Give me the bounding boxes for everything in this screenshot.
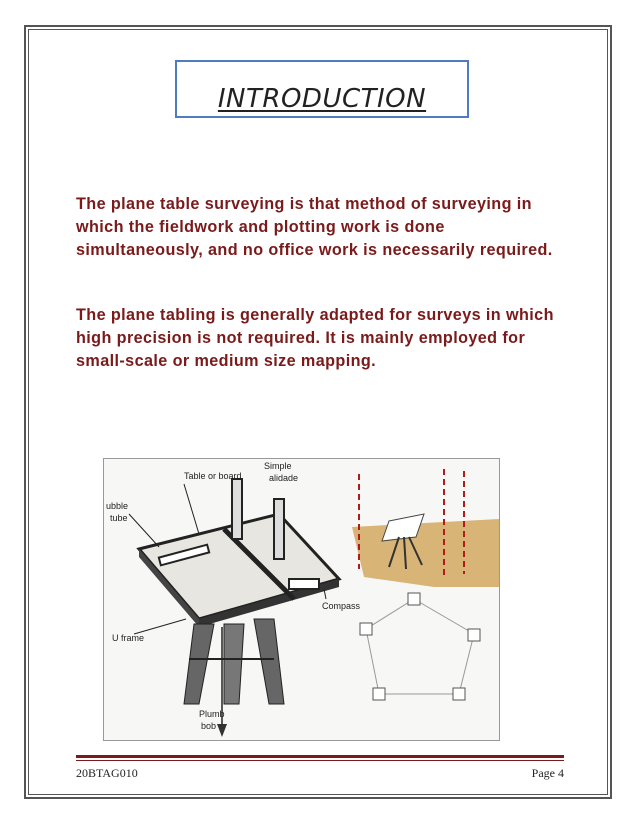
label-tube: tube: [110, 513, 128, 523]
footer-page-number: Page 4: [531, 766, 564, 780]
label-table-or-board: Table or board: [184, 471, 242, 481]
heading-box: [175, 60, 469, 118]
field-setup-drawing: [352, 469, 499, 700]
plane-table-illustration: [104, 459, 500, 741]
plane-table-figure: [103, 458, 500, 741]
label-bubble: ubble: [106, 501, 129, 511]
label-bob: bob: [201, 721, 217, 731]
intro-paragraph-2: The plane tabling is generally adapted for surveys in which high precision is not required. It is mainly employed for small-scale or medium size mapping.: [76, 306, 554, 370]
footer-document-id: 20BTAG010: [76, 766, 138, 780]
footer-rule-thin: [76, 760, 564, 761]
label-simple: Simple: [264, 461, 292, 471]
page-heading: INTRODUCTION: [217, 84, 427, 114]
label-u-frame: U frame: [112, 633, 145, 643]
label-compass: Compass: [322, 601, 361, 611]
footer-rule-thick: [76, 755, 564, 758]
label-alidade: alidade: [269, 473, 299, 483]
intro-paragraph-1: The plane table surveying is that method of surveying in which the fieldwork and plotting work is done simultaneously, and no office work is necessarily required.: [76, 195, 553, 259]
label-plumb: Plumb: [199, 709, 225, 719]
plane-table-drawing: [106, 461, 361, 737]
